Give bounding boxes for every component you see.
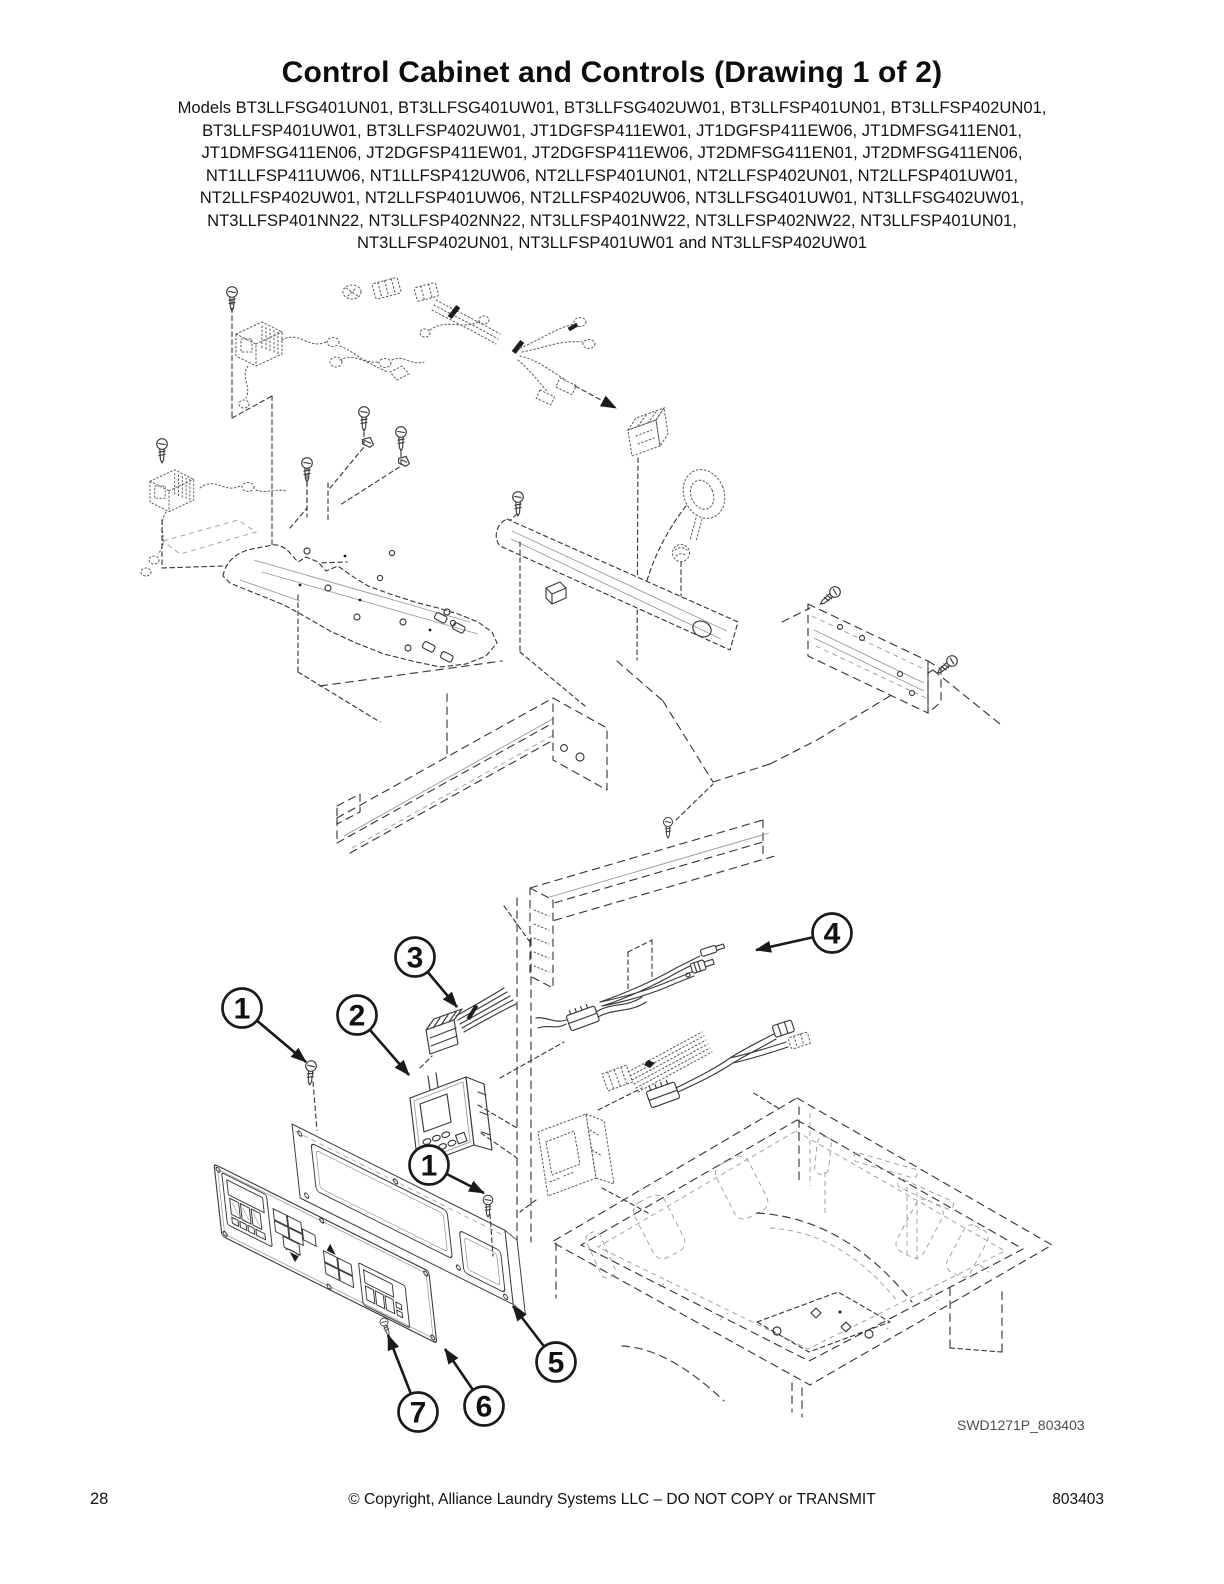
svg-text:7: 7 [409,1396,427,1430]
page-title: Control Cabinet and Controls (Drawing 1 of 2) [281,56,943,89]
model-list-line: NT3LLFSP401NN22, NT3LLFSP402NN22, NT3LLFSP401NW22, NT3LLFSP402NW22, NT3LLFSP401UN01, [207,210,1017,230]
model-list-line: NT1LLFSP411UW06, NT1LLFSP412UW06, NT2LLFSP401UN01, NT2LLFSP402UN01, NT2LLFSP401UW01, [205,165,1019,185]
sensor-cable [600,943,725,1006]
mounting-rail [782,585,1000,724]
trim-strip [496,519,738,650]
svg-text:1: 1 [233,992,251,1026]
wiring-harness [330,277,616,408]
model-list [0,97,1224,255]
diagram-code: SWD1271P_803403 [957,1417,1085,1433]
sensor-harness [645,1020,811,1108]
svg-text:5: 5 [547,1346,565,1380]
callout-4 [756,914,852,953]
model-list-line: NT3LLFSP402UN01, NT3LLFSP401UW01 and NT3LLFSP402UW01 [356,233,868,252]
page-number: 28 [90,1490,109,1508]
callout-2 [338,996,410,1076]
callout-6 [445,1349,504,1426]
callout-1 [223,989,307,1063]
model-list-line: BT3LLFSP401UW01, BT3LLFSP402UW01, JT1DGFSP411EW01, JT1DGFSP411EW06, JT1DMFSG411EN01, [202,120,1022,140]
document-number: 803403 [1052,1491,1104,1508]
control-mounting-bracket [163,466,585,722]
model-list-line: JT1DMFSG411EN06, JT2DGFSP411EW01, JT2DGFSP411EW06, JT2DMFSG411EN01, JT2DMFSG411EN06, [201,143,1023,162]
svg-text:1: 1 [420,1149,438,1183]
model-list-line: Models BT3LLFSG401UN01, BT3LLFSG401UW01, BT3LLFSG402UW01, BT3LLFSP401UN01, BT3LLFSP402UN01, [177,98,1047,117]
callout-5 [513,1306,576,1382]
callout-7 [388,1335,438,1432]
model-list-line: NT2LLFSP402UW01, NT2LLFSP401UW06, NT2LLFSP402UW06, NT3LLFSG401UW01, NT3LLFSG402UW01, [199,188,1025,207]
callout-3 [396,938,458,1008]
terminal-block [628,408,668,660]
page-header [0,56,1224,255]
svg-text:2: 2 [348,999,366,1033]
svg-text:6: 6 [475,1390,493,1424]
power-supply-assembly [227,287,489,570]
cabinet-ghost [552,1092,1052,1417]
ribbon-cable [426,988,516,1054]
copyright-notice: © Copyright, Alliance Laundry Systems LLC – DO NOT COPY or TRANSMIT [348,1491,876,1508]
ribbon-harness-ghost [602,1032,712,1092]
control-ghost [520,1088,650,1214]
screw-clip-cluster [290,407,412,528]
page-footer [0,1490,1224,1520]
svg-text:4: 4 [823,917,841,951]
svg-text:3: 3 [406,941,424,975]
